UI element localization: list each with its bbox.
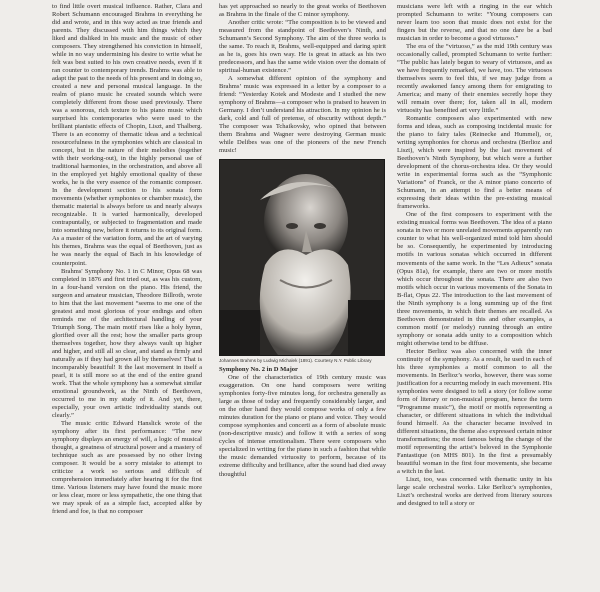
paragraph: Romantic composers also experimented with new forms and ideas, such as composing incidental music for the piano to fairy tales (Reinecke and Hummel), or, writing symphonies for chorus and orchestra (Berlioz and Liszt), which were inspired by the last movement of Beethoven’s Ninth Symphony, but which were a further development of the chorus-orchestra idea. Or they would write in experimental forms such as the “Symphonic Variations” of Franck, or the A minor piano concerto of Schumann, in an attempt to find a better means of expressing their ideas within the pre-existing musical frameworks.: [397, 115, 552, 211]
paragraph: Hector Berlioz was also concerned with the inner continuity of the symphony. As a result, he used in each of his three symphonies a motif common to all the movements. In Berlioz’s works, however, there was some justification for a recurring melody in each movement. His symphonies were designed to tell a story (or follow some form of literary or non-musical program, hence the term “Programme music”), the motif or motifs representing a character, or different situations in which the individual found himself. As the character became involved in different situations, the theme also expressed certain minor transformations; the most famous being the change of the motif representing the artist’s beloved in the Symphonie Fantastique (on MHS 801). In the first a presumably beautiful woman in the first four movements, she became a witch in the last.: [397, 347, 552, 475]
figure-caption: Johannes Brahms by Ludwig Michalek (1891). Courtesy N.Y. Public Library: [219, 358, 372, 364]
paragraph: One of the first composers to experiment with the existing musical forms was Beethoven. The idea of a piano sonata in two or more unrelated movements apparently ran counter to what his well-organized mind told him should be so. Consequently, he experimented by introducing motifs in various sonatas which occurred in different movements of the same work. In the “Les Adieux” sonata (Opus 81a), for example, there are two or more motifs which occur throughout the sonata. There are also two motifs which occur in various movements of the Sonata in B-flat, Opus 22. The introduction to the last movement of the Ninth symphony is a long summing up of the first three movements, in which their themes are recalled. As Beethoven demonstrated in this and other examples, a common motif (or melody) running through an entire symphony or sonata adds unity to a composition which might otherwise tend to be diffuse.: [397, 211, 552, 347]
paragraph: Another critic wrote: “The composition is to be viewed and measured from the standpoint of Beethoven’s Ninth, and Schumann’s Second Symphony. The aim of the three works is the same. To reach it, Brahms, well-equipped and daring spirit as he is, goes his own way. He is great in attack as his two predecessors, and has the same wide vision over the domain of spiritual-human existence.”: [219, 19, 386, 75]
paragraph: A somewhat different opinion of the symphony and Brahms’ music was expressed in a letter by a composer to a friend: “Yesterday Kotek and Modeste and I studied the new symphony of Brahms—a composer who is praised to heaven in Germany. I don’t understand his attraction. In my opinion he is dark, cold and full of pretense, of obscurity without depth.” The composer was Tchaikovsky, who opined that between them Brahms and Wagner were destroying German music while Delibes was one of the pioneers of the new French music!: [219, 75, 386, 155]
section-heading: Symphony No. 2 in D Major: [219, 366, 298, 374]
paragraph: has yet approached so nearly to the great works of Beethoven as Brahms in the finale of the C minor symphony.: [219, 3, 386, 19]
text-column-1: [52, 3, 202, 516]
paragraph: One of the characteristics of 19th century music was exaggeration. On one hand composers were writing symphonies forty-five minutes long, for orchestra generally as large as those of today and frequently considerably larger, and on the other hand they would compose works of only a few minutes duration for the piano or piano and voice. They would compose symphonies and concerti as a form of absolute music (non-descriptive music) and follow it with a series of song cycles of intense emotionalism. There were composers who specialized in writing for the piano in such a fashion that while the music demanded virtuosity to perform, because of its extreme difficulty and brilliance, after the sound had died away thoughtful: [219, 374, 386, 478]
text-column-2: [219, 3, 386, 479]
paragraph: to find little overt musical influence. Rather, Clara and Robert Schumann encouraged Brahms in everything he did and wrote, and in this way acted as true friends and parents. They discussed with him things which they liked and disliked in his music and the music of other composers. They strengthened his conviction in himself, while in no way undermining his desire to write what he felt was best suited to his own creative needs, even if it ran counter to contemporary trends. Brahms was able to adapt the past to the needs of his present and in doing so, created a new and personal musical language. In the realm of piano music he created sounds which were completely different from those used previously. There was a sonorous, rich texture to his piano music which surprised his contemporaries who were used to the brilliant pianistic effects of Chopin, Liszt, and Thalberg. There is an economy of thematic ideas and a technical resourcefulness in the symphonies which are classical in concept, but in the nature of their melodies (together with their working-out), in the highly personal use of traditional harmonies, in the orchestration, and above all in the employed yet highly emotional quality of these works, he is the very essence of the romantic composer. In the development section to his sonata form movements (whether symphonies or chamber music), the thematic material is always before us and nearly always recognizable. It is varied harmonically, developed contrapuntally, or subjected to fragmentation and made into something new, before it returns to its original form. As a master of the variation form, and the art of varying his themes, Brahms was the equal of Beethoven, just as he was nearly the equal of Bach in his knowledge of counterpoint.: [52, 3, 202, 267]
portrait-figure: [219, 159, 386, 364]
paragraph: Brahms' Symphony No. 1 in C Minor, Opus 68 was completed in 1876 and first tried out, as was his custom, in a four-hand version on the piano. His friend, the surgeon and amateur musician, Theodore Billroth, wrote to him that the last movement “seems to me one of the greatest and most glorious of your endings and often reminds me of the architectural handling of your Triumph Song. The main motif rises like a holy hymn, glorified over all the rest; how the smaller parts group themselves together, how they always vault up higher and higher, and still all so clear, and stand as firmly and naturally as if they had grown all by themselves! That is incomparably beautiful! It the last movement in itself a pearl, it is still more so at the end of the entire grand work. That the whole symphony has a somewhat similar emotional groundwork, as the Ninth of Beethoven, occurred to me in my study of it. And yet, there, especially, your own artistic individuality stands out clearly.”: [52, 267, 202, 419]
portrait-illustration: [220, 160, 384, 355]
paragraph: The era of the “virtuoso,” as the mid 19th century was occasionally called, prompted Schumann to write further: “The public has lately begun to weary of virtuosos, and as we have frequently remarked, we have, too. The virtuosos themselves seem to feel this, if we may judge from a recently awakened fancy among them for emigrating to America; and many of their enemies secretly hope they will remain over there; for, taken all in all, modern virtuosity has benefited art very little.”: [397, 43, 552, 115]
paragraph: musicians were left with a ringing in the ear which prompted Schumann to write: “Young composers can never learn too soon that music does not exist for the fingers but the reverse, and that no one dare be a bad musician in order to become a good virtuoso.”: [397, 3, 552, 43]
text-column-3: [397, 3, 552, 508]
paragraph: The music critic Edward Hanslick wrote of the symphony after its first performance: “The new symphony displays an energy of will, a logic of musical thought, a greatness of structural power and a mastery of technique such as are possessed by no other living composer. It would be a sorry mistake to attempt to criticize a work so serious and difficult of comprehension immediately after hearing it for the first time. Various listeners may have found the music more or less clear, more or less sympathetic, the one thing that we may speak of as a simple fact, accepted alike by friend and foe, is that no composer: [52, 419, 202, 515]
brahms-portrait-photo: [219, 159, 385, 356]
paragraph: Liszt, too, was concerned with thematic unity in his large scale orchestral works. Like Berlioz’s symphonies, Liszt’s orchestral works are derived from literary sources and designed to tell a story or: [397, 475, 552, 507]
